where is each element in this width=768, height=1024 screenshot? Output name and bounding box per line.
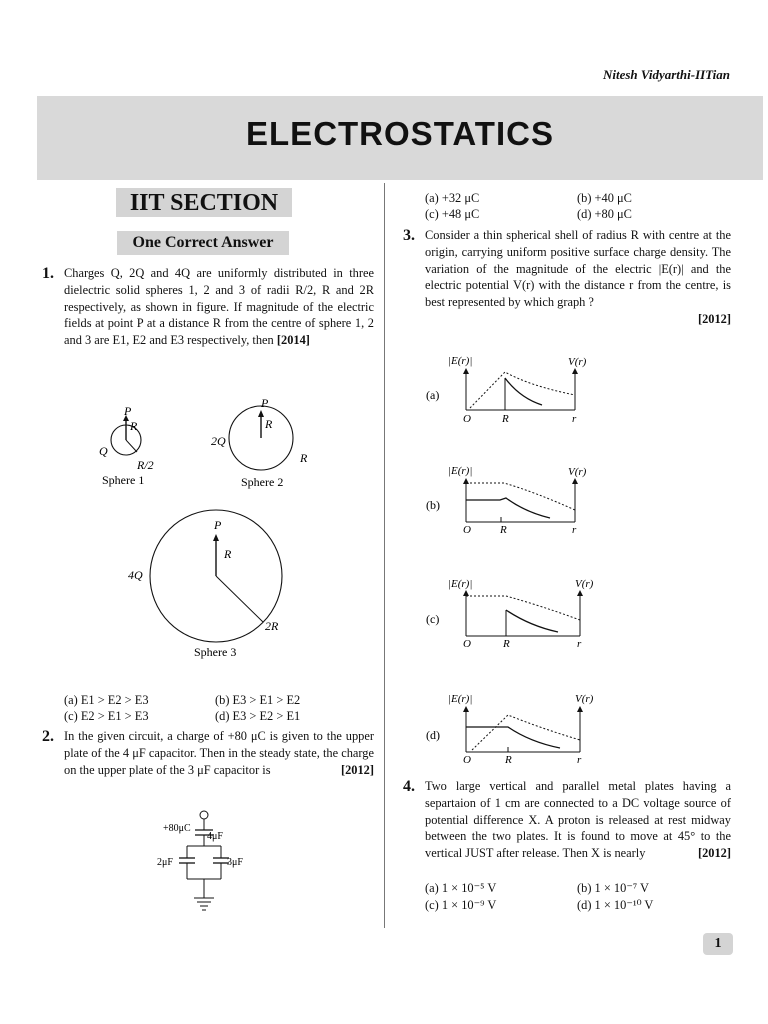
section-subtitle: One Correct Answer: [117, 231, 289, 255]
graph-d-label: (d): [426, 728, 440, 742]
q4-year: [2012]: [697, 846, 731, 861]
graph-b-O: O: [463, 524, 471, 536]
graph-c-v-arrow: [577, 590, 583, 596]
circuit-c1-label: 4μF: [207, 831, 223, 842]
q1-option-d: (d) E3 > E2 > E1: [215, 709, 301, 723]
graph-b-v-arrow: [572, 478, 578, 484]
q2-option-b: (b) +40 μC: [577, 191, 632, 205]
s3-Q: 4Q: [128, 568, 143, 582]
q4-option-a: (a) 1 × 10⁻⁵ V: [425, 881, 497, 895]
q4-body: Two large vertical and parallel metal plates having a separtaion of 1 cm are connected to a DC voltage source of potential difference X. A proton is released at rest midway between the two plates. It is found to move at 45° to the vertical JUST after release. Then X is nearly: [425, 779, 731, 861]
q1-year: [2014]: [276, 333, 310, 348]
q2-body: In the given circuit, a charge of +80 μC is given to the upper plate of the 4 μF capacitor. Then in the steady state, the charge on the upper plate of the 3 μF capacitor is: [64, 729, 374, 777]
q2-option-c: (c) +48 μC: [425, 207, 480, 221]
column-divider: [384, 183, 385, 928]
s2-caption: Sphere 2: [241, 475, 284, 489]
q2-option-d: (d) +80 μC: [577, 207, 632, 221]
q1-text: [64, 265, 374, 349]
graph-b-label: (b): [426, 498, 440, 512]
graph-c-label: (c): [426, 612, 440, 626]
q2-option-a: (a) +32 μC: [425, 191, 480, 205]
sphere-3-radius: [216, 576, 263, 622]
q4-number: 4.: [403, 778, 415, 795]
q1-option-a: (a) E1 > E2 > E3: [64, 693, 149, 707]
q4-option-b: (b) 1 × 10⁻⁷ V: [577, 881, 649, 895]
graph-b-r: r: [572, 524, 577, 536]
s1-r: R/2: [137, 458, 154, 472]
graph-d-solid-curve: [466, 727, 560, 748]
s2-P: P: [261, 396, 269, 410]
q1-body: Charges Q, 2Q and 4Q are uniformly distributed in three dielectric solid spheres 1, 2 and 3 of radii R/2, R and 2R respectively, as shown in figure. If magnitude of the electric fields at point P at a distance R from the centre of sphere 1, 2 and 3 are E1, E2 and E3 respectively, then: [64, 266, 374, 348]
s3-r: 2R: [265, 619, 279, 633]
graph-d-r: r: [577, 754, 582, 766]
graph-a-label: (a): [426, 388, 440, 402]
graph-c-O: O: [463, 638, 471, 650]
graph-c-e-label: |E(r)|: [448, 578, 473, 590]
author-label: Nitesh Vidyarthi-IITian: [602, 67, 730, 82]
s3-R: R: [224, 547, 232, 561]
graph-c-solid-curve: [506, 610, 558, 632]
q1-option-b: (b) E3 > E1 > E2: [215, 693, 301, 707]
graph-a-dotted-curve: [470, 372, 575, 408]
q3-number: 3.: [403, 227, 415, 244]
sphere-2-arrowhead: [258, 410, 264, 417]
q3-body: Consider a thin spherical shell of radius R with centre at the origin, carrying uniform positive surface charge density. The variation of the magnitude of the electric |E(r)| and the electric potential V(r) with the distance r from the centre, is best represented by which graph ?: [425, 228, 731, 310]
graph-a-y-arrow: [463, 368, 469, 374]
q1-number: 1.: [42, 265, 54, 282]
q2-year: [2012]: [340, 762, 374, 777]
q2-text: [64, 728, 374, 778]
graph-c-v-label: V(r): [575, 578, 594, 590]
q1-option-c: (c) E2 > E1 > E3: [64, 709, 149, 723]
graph-d-R: R: [505, 754, 512, 766]
sphere-3-arrowhead: [213, 534, 219, 541]
s1-caption: Sphere 1: [102, 473, 145, 487]
s2-R: R: [265, 417, 273, 431]
circuit-c3-label: 3μF: [227, 857, 243, 868]
sphere-1-radius: [126, 440, 137, 452]
graph-b-v-label: V(r): [568, 466, 587, 478]
title-banner: [37, 96, 763, 180]
page-number: 1: [703, 933, 733, 955]
page-title: ELECTROSTATICS: [246, 115, 554, 152]
graph-a-v-label: V(r): [568, 356, 587, 368]
section-title: IIT SECTION: [116, 188, 292, 217]
graph-c-R: R: [503, 638, 510, 650]
graph-d-y-arrow: [463, 706, 469, 712]
circuit-charge-label: +80μC: [163, 823, 191, 834]
graph-d-O: O: [463, 754, 471, 766]
s1-P: P: [124, 404, 132, 418]
s1-Q: Q: [99, 444, 108, 458]
graph-b-e-label: |E(r)|: [448, 465, 473, 477]
graph-d-e-label: |E(r)|: [448, 693, 473, 705]
terminal-node: [200, 811, 208, 819]
graph-a-R: R: [502, 413, 509, 425]
q4-option-c: (c) 1 × 10⁻⁹ V: [425, 898, 497, 912]
circuit-figure: [155, 808, 265, 920]
s3-caption: Sphere 3: [194, 645, 237, 659]
graph-d-dotted-curve: [472, 715, 580, 750]
s2-Q: 2Q: [211, 434, 226, 448]
graph-b-dotted-curve: [466, 483, 575, 510]
graph-c-dotted-curve: [466, 596, 580, 620]
graph-b-solid-curve: [466, 498, 550, 518]
q3-text: [425, 227, 731, 328]
q4-text: [425, 778, 731, 862]
graph-d-v-label: V(r): [575, 693, 594, 705]
graph-b-R: R: [500, 524, 507, 536]
s3-P: P: [214, 518, 222, 532]
s1-R: R: [130, 419, 138, 433]
graphs-figure: [420, 350, 600, 770]
circuit-c2-label: 2μF: [157, 857, 173, 868]
spheres-figure: [90, 395, 330, 665]
graph-a-O: O: [463, 413, 471, 425]
q4-option-d: (d) 1 × 10⁻¹⁰ V: [577, 898, 654, 912]
graph-c-r: r: [577, 638, 582, 650]
q2-number: 2.: [42, 728, 54, 745]
q3-year: [2012]: [697, 311, 731, 326]
graph-a-r: r: [572, 413, 577, 425]
graph-a-e-label: |E(r)|: [448, 355, 473, 367]
graph-c-y-arrow: [463, 590, 469, 596]
graph-a-solid-curve: [505, 378, 542, 405]
graph-a-v-arrow: [572, 368, 578, 374]
s2-r: R: [300, 451, 308, 465]
graph-d-v-arrow: [577, 706, 583, 712]
